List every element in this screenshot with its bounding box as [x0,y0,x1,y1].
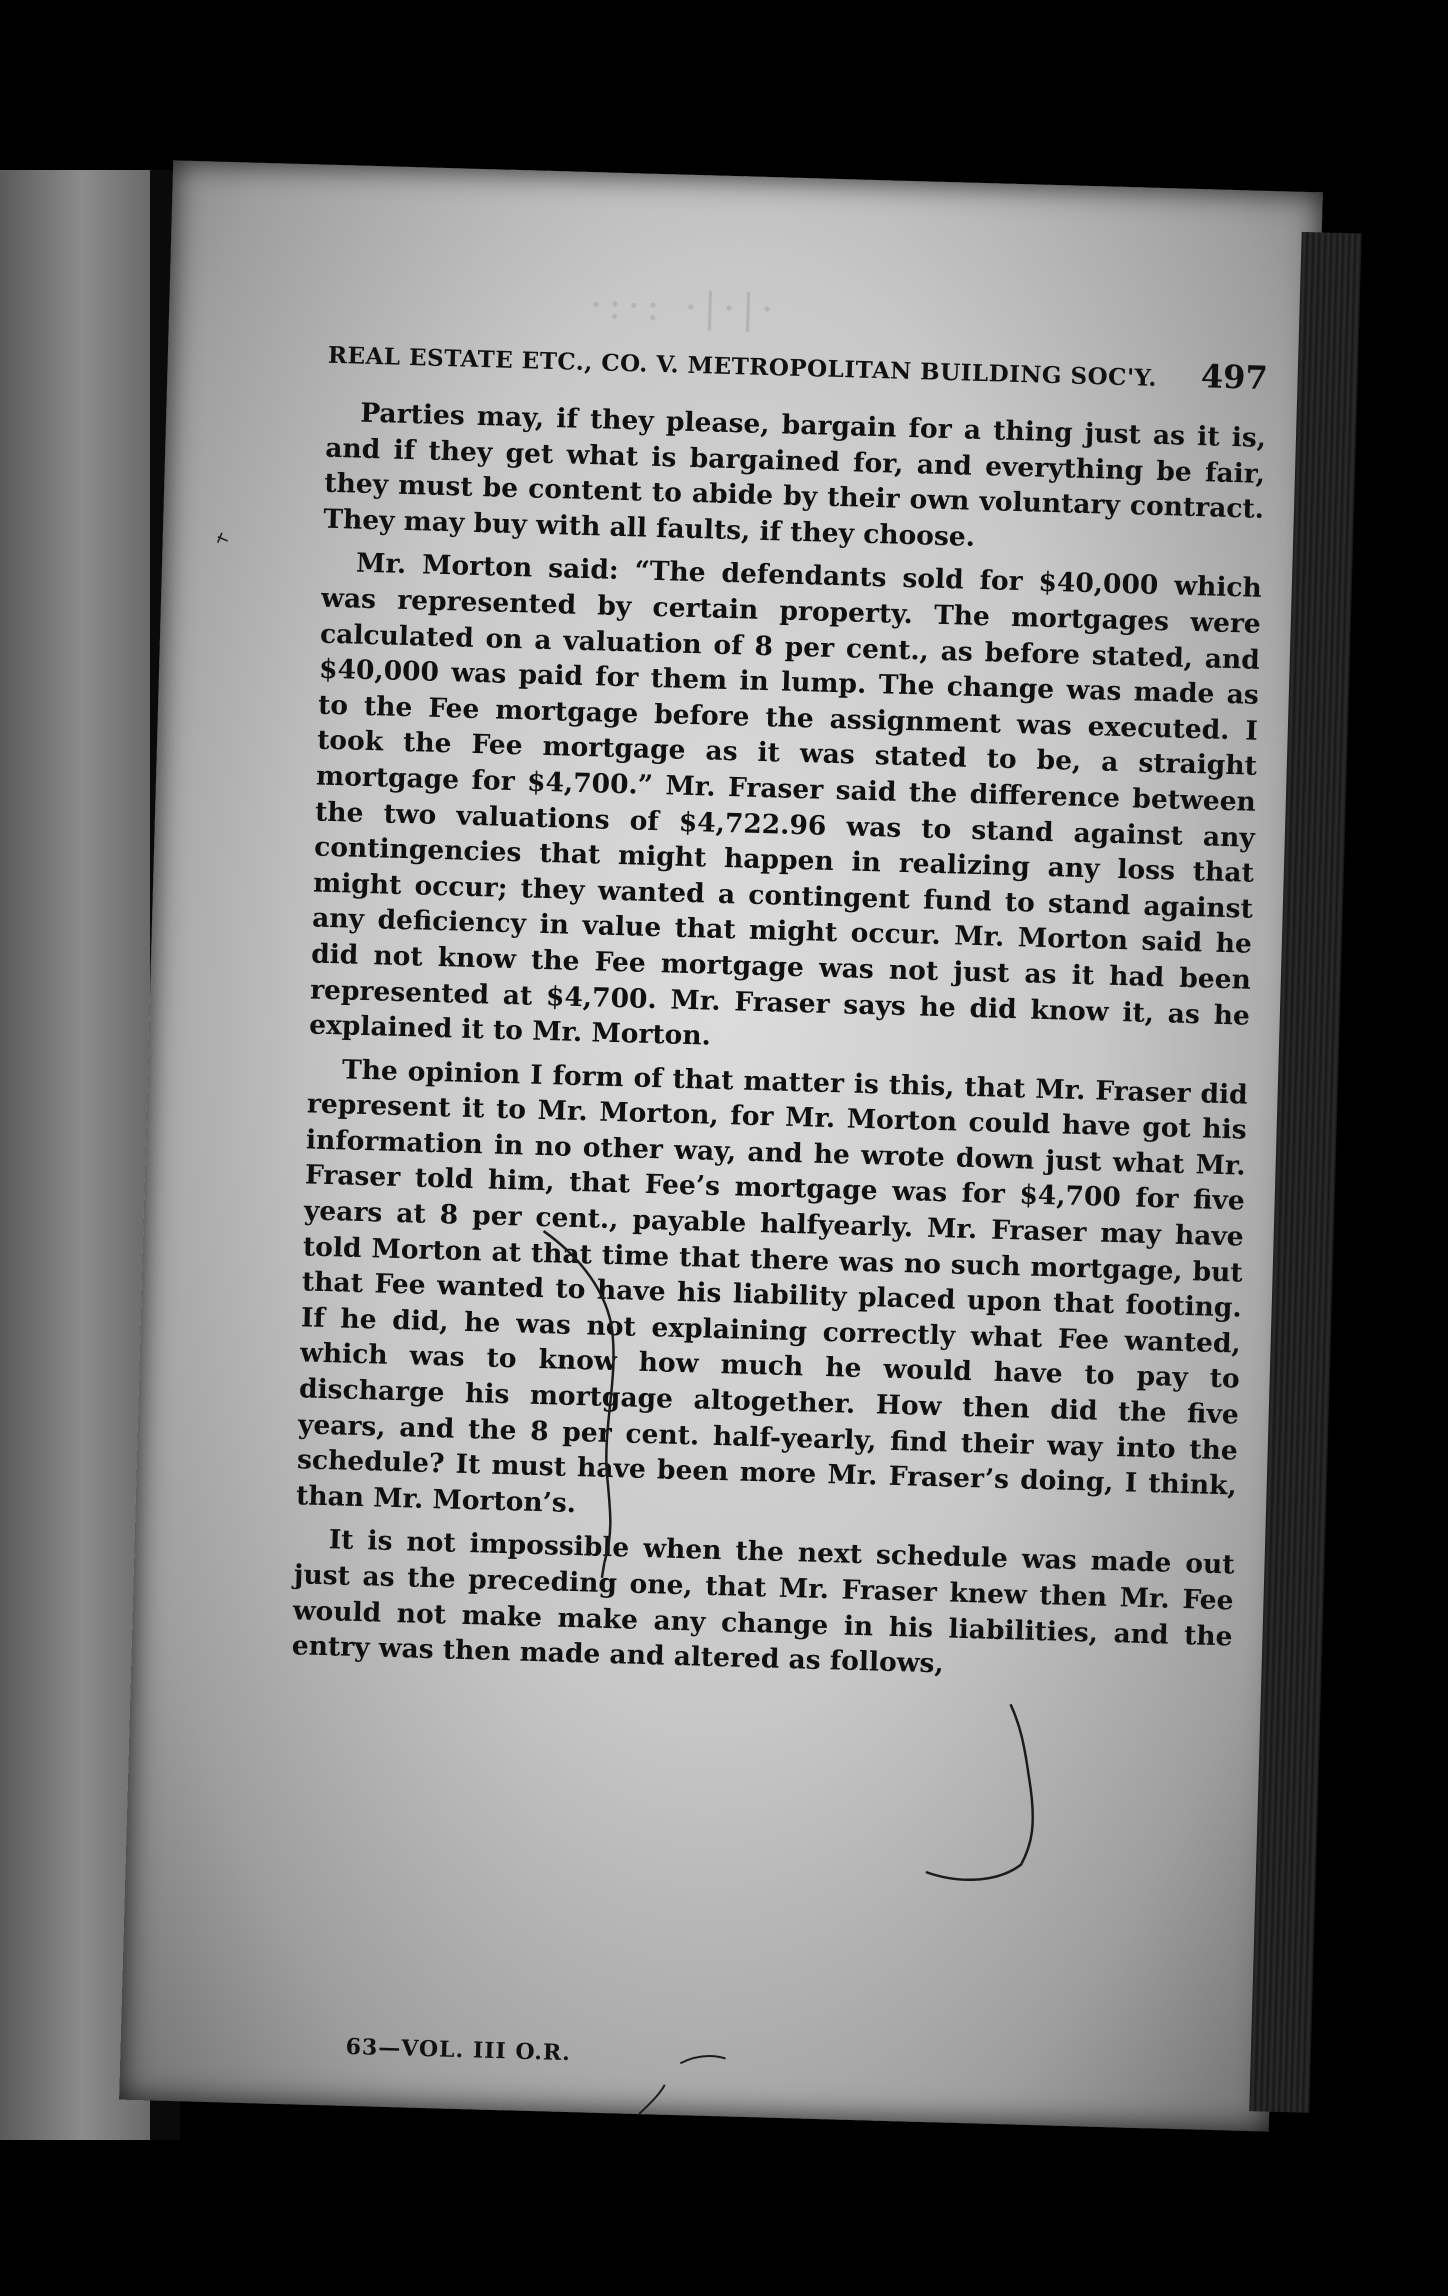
pen-stroke [639,2084,665,2115]
paragraph: It is not impossible when the next schedule was made out just as the preceding one, that Mr. Fraser knew then Mr. Fee would not make make any change in his liabilities, and the entry was then made and altered as follows, [291,1524,1235,1680]
body-text [291,395,1266,1699]
page-number: 497 [1200,357,1269,397]
book-page [119,160,1323,2131]
paragraph: Mr. Morton said: “The defendants sold for $40,000 which was represented by certain property. The mortgages were calculated on a valuation of 8 per cent., as before stated, and $40,000 was paid for them in lump. The change was made as to the Fee mortgage before the assignment was executed. I took the Fee mortgage as it was stated to be, a straight mortgage for $4,700.” Mr. Fraser said the difference between the two valuations of $4,722.96 was to stand against any contingencies that might happen in realizing any loss that might occur; they wanted a contingent fund to stand against any deficiency in value that might occur. Mr. Morton said he did not know the Fee mortgage was not just as it had been represented at $4,700. Mr. Fraser says he did know it, as he explained it to Mr. Morton. [308,547,1263,1052]
running-title: REAL ESTATE ETC., CO. V. METROPOLITAN BUILDING SOC'Y. [327,341,1158,392]
bleed-through-text: ·:·: ·|·|· [588,282,781,334]
page-fore-edge [1249,232,1361,2113]
running-head [327,333,1268,397]
pen-stroke [218,533,228,543]
signature-mark: 63—VOL. III O.R. [345,2033,572,2067]
paragraph: Parties may, if they please, bargain for a thing just as it is, and if they get what is bargained for, and everything be fair, they must be content to abide by their own voluntary contract. They may buy with all faults, if they choose. [322,397,1267,553]
pen-stroke [926,1702,1036,1881]
paragraph: The opinion I form of that matter is this, that Mr. Fraser did represent it to Mr. Morton, for Mr. Morton could have got his information in no other way, and he wrote down just what Mr. Fraser told him, that Fee’s mortgage was for $4,700 for five years at 8 per cent., payable halfyearly. Mr. Fraser may have told Morton at that time that there was no such mortgage, but that Fee wanted to have his liability placed upon that footing. If he did, he was not explaining correctly what Fee wanted, which was to know how much he would have to pay to discharge his mortgage altogether. How then did the five years, and the 8 per cent. half-yearly, find their way into the schedule? It must have been more Mr. Fraser’s doing, I think, than Mr. Morton’s. [295,1054,1249,1519]
pen-stroke [680,2055,725,2064]
